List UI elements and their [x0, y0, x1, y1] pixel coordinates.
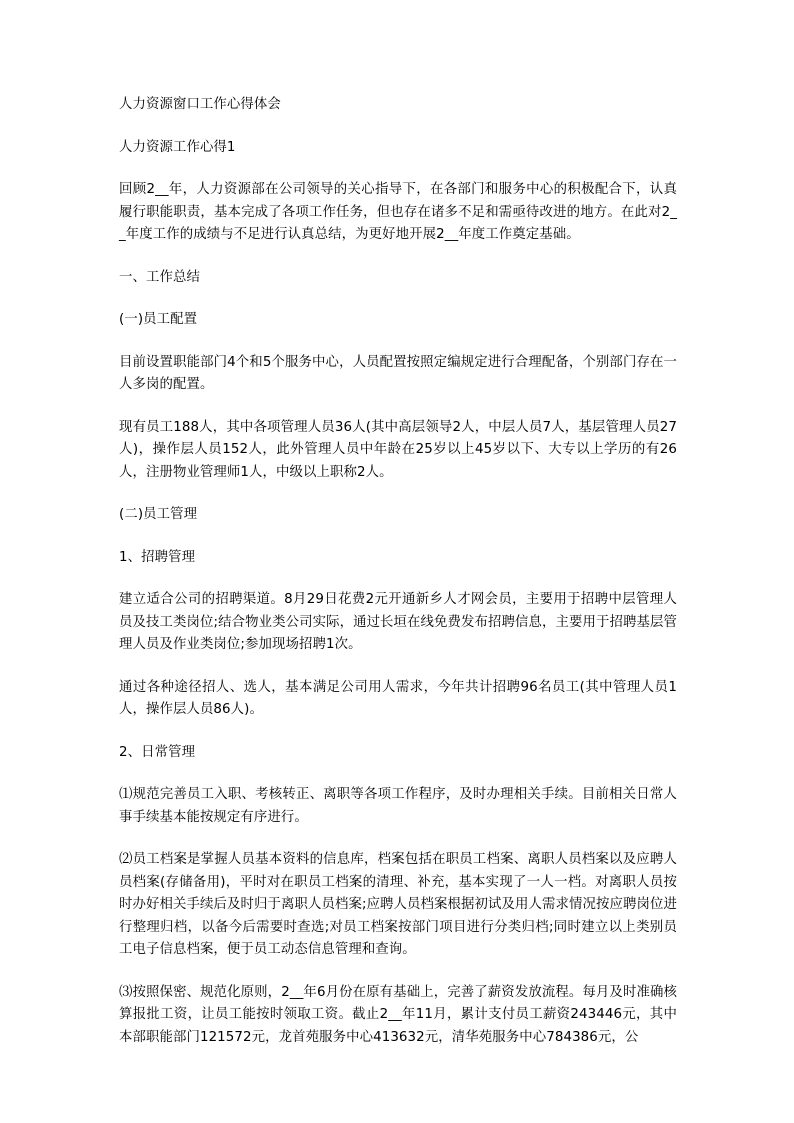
heading-recruitment: 1、招聘管理	[119, 549, 196, 565]
document-page	[119, 94, 677, 1069]
paragraph-headcount: 现有员工188人，其中各项管理人员36人(其中高层领导2人，中层人员7人，基层管理人员27人)，操作层人员152人，此外管理人员中年龄在25岁以上45岁以下、大专以上学历的有26人，注册物业管理师1人，中级以上职称2人。	[119, 419, 677, 480]
subsection-heading-staff-management: (二)员工管理	[119, 507, 198, 522]
paragraph-payroll: ⑶按照保密、规范化原则，2__年6月份在原有基础上，完善了薪资发放流程。每月及时准确核算报批工资，让员工能按时领取工资。截止2__年11月，累计支付员工薪资243446元，其中本部职能部门121572元，龙首苑服务中心413632元，清华苑服务中心784386元，公	[119, 984, 677, 1045]
document-subtitle: 人力资源工作心得1	[119, 139, 236, 155]
paragraph-procedures: ⑴规范完善员工入职、考核转正、离职等各项工作程序，及时办理相关手续。目前相关日常人事手续基本能按规定有序进行。	[119, 787, 677, 825]
heading-daily-management: 2、日常管理	[119, 744, 196, 760]
paragraph-departments: 目前设置职能部门4个和5个服务中心，人员配置按照定编规定进行合理配备，个别部门存在一人多岗的配置。	[119, 354, 677, 392]
subsection-heading-staffing: (一)员工配置	[119, 312, 198, 327]
document-title: 人力资源窗口工作心得体会	[119, 97, 281, 112]
section-heading-work-summary: 一、工作总结	[119, 269, 200, 285]
paragraph-review: 回顾2__年，人力资源部在公司领导的关心指导下，在各部门和服务中心的积极配合下，认真履行职能职责，基本完成了各项工作任务，但也存在诸多不足和需亟待改进的地方。在此对2__年度工作的成绩与不足进行认真总结，为更好地开展2__年度工作奠定基础。	[119, 182, 677, 242]
paragraph-recruitment-channels: 建立适合公司的招聘渠道。8月29日花费2元开通新乡人才网会员，主要用于招聘中层管理人员及技工类岗位;结合物业类公司实际，通过长垣在线免费发布招聘信息，主要用于招聘基层管理人员及作业类岗位;参加现场招聘1次。	[119, 592, 677, 652]
paragraph-recruitment-results: 通过各种途径招人、选人，基本满足公司用人需求，今年共计招聘96名员工(其中管理人员1人，操作层人员86人)。	[119, 679, 677, 717]
paragraph-archives: ⑵员工档案是掌握人员基本资料的信息库，档案包括在职员工档案、离职人员档案以及应聘人员档案(存储备用)，平时对在职员工档案的清理、补充，基本实现了一人一档。对离职人员按时办好相关手续后及时归于离职人员档案;应聘人员档案根据初试及用人需求情况按应聘岗位进行整理归档，以备今后需要时查选;对员工档案按部门项目进行分类归档;同时建立以上类别员工电子信息档案，便于员工动态信息管理和查询。	[119, 852, 677, 957]
